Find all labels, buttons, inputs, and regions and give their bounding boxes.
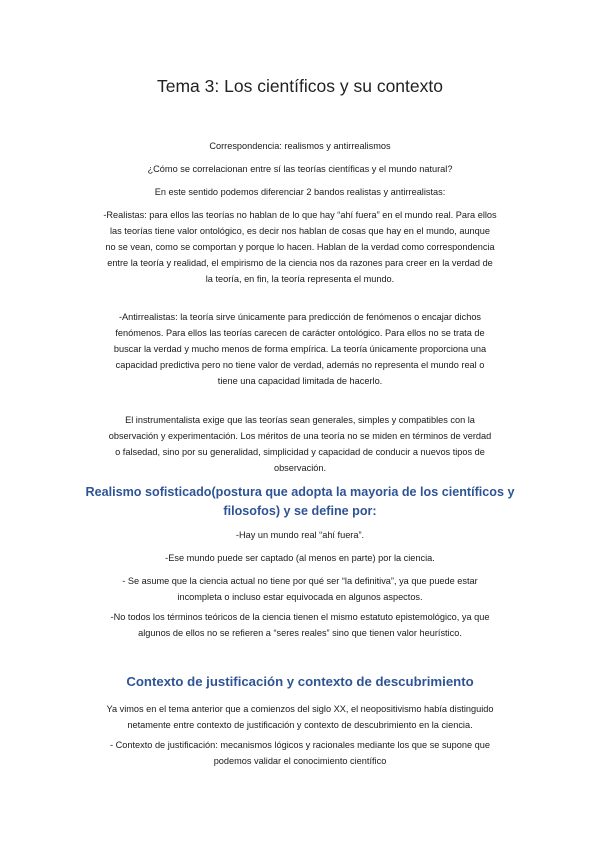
realismo-point-3: - Se asume que la ciencia actual no tiene por qué ser “la definitiva”, ya que puede estar incompleta o incluso estar equivocada en algunos aspectos. — [122, 576, 478, 602]
contexto-paragraph: Ya vimos en el tema anterior que a comienzos del siglo XX, el neopositivismo había distinguido netamente entre contexto de justificación y contexto de descubrimiento en la ciencia. — [106, 704, 494, 730]
realistas-paragraph: -Realistas: para ellos las teorías no hablan de lo que hay “ahí fuera” en el mundo real. Para ellos las teorías tiene valor ontológico, es decir nos hablan de cosas que hay en el mundo, aunque no se vean, como se comportan y porque lo hacen. Hablan de la verdad como correspondencia entre la teoría y realidad, el empirismo de la ciencia nos da razones para creer en la verdad de la teoría, en fin, la teoría representa el mundo. — [103, 210, 497, 284]
realismo-point-4: -No todos los términos teóricos de la ciencia tienen el mismo estatuto epistemológico, ya que algunos de ellos no se refieren a “seres reales” sino que tienen valor heurístico. — [110, 612, 490, 638]
intro-paragraph: En este sentido podemos diferenciar 2 bandos realistas y antirrealistas: — [154, 187, 446, 197]
antirrealistas-paragraph: -Antirrealistas: la teoría sirve únicamente para predicción de fenómenos o encajar dichos fenómenos. Para ellos las teorías carecen de carácter ontológico. Para ellos no se trata de buscar la verdad y mucho menos de forma empírica. La teoría únicamente proporciona una capacidad predictiva pero no tiene valor de verdad, además no representa el mundo real o tiene una capacidad limitada de hacerlo. — [113, 312, 487, 386]
document-title: Tema 3: Los científicos y su contexto — [157, 76, 443, 96]
heading-contexto: Contexto de justificación y contexto de descubrimiento — [126, 674, 474, 689]
instrumentalista-paragraph: El instrumentalista exige que las teorías sean generales, simples y compatibles con la observación y experimentación. Los méritos de una teoría no se miden en términos de verdad o falsedad, sino por su generalidad, simplicidad y capacidad de conducir a nuevos tipos de observación. — [108, 415, 492, 473]
subtitle-correspondencia: Correspondencia: realismos y antirrealismos — [209, 141, 391, 151]
realismo-point-1: -Hay un mundo real “ahí fuera”. — [235, 530, 365, 540]
heading-realismo-sofisticado: Realismo sofisticado(postura que adopta la mayoria de los científicos y filosofos) y se define por: — [85, 485, 515, 518]
question-paragraph: ¿Cómo se correlacionan entre sí las teorías científicas y el mundo natural? — [147, 164, 453, 174]
justificacion-paragraph: - Contexto de justificación: mecanismos lógicos y racionales mediante los que se supone que podemos validar el conocimiento científico — [110, 740, 490, 766]
realismo-point-2: -Ese mundo puede ser captado (al menos en parte) por la ciencia. — [165, 553, 435, 563]
